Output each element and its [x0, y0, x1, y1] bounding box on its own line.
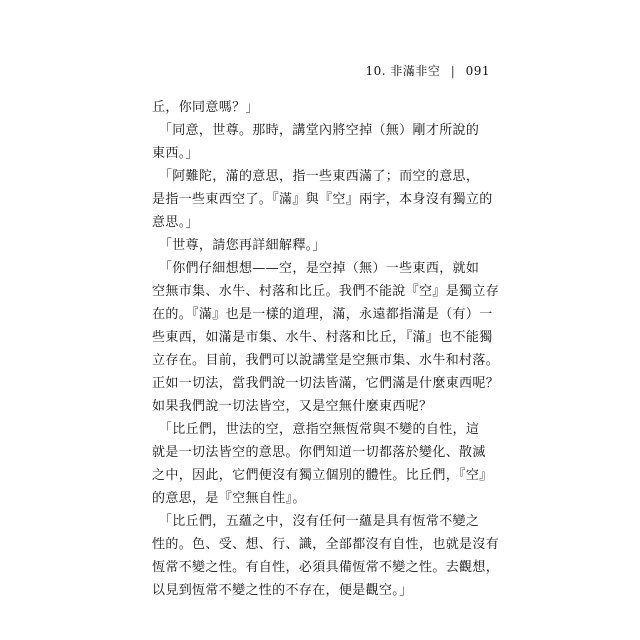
text-line: 性的。色、受、想、行、識，全部都沒有自性，也就是沒有 [152, 537, 500, 552]
text-line: 在的。『滿』也是一樣的道理，滿，永遠都指滿是（有）一 [152, 307, 493, 322]
header-separator: | [450, 64, 456, 78]
text-line: 「阿難陀，滿的意思，指一些東西滿了；而空的意思， [152, 169, 480, 184]
text-line: 正如一切法，當我們說一切法皆滿，它們滿是什麼東西呢？ [152, 376, 500, 391]
page-number: 091 [465, 64, 490, 78]
text-line: 丘，你同意嗎？」 [152, 100, 259, 115]
chapter-title: 10. 非滿非空 [365, 64, 441, 78]
running-header [365, 62, 490, 79]
text-line: 「比丘們，五蘊之中，沒有任何一蘊是具有恆常不變之 [152, 514, 480, 529]
text-line: 意思。」 [152, 215, 199, 230]
text-line: 些東西，如滿是市集、水牛、村落和比丘，『滿』也不能獨 [152, 330, 493, 345]
text-line: 「同意，世尊。那時，講堂內將空掉（無）剛才所說的 [152, 123, 480, 138]
text-line: 「比丘們，世法的空，意指空無恆常與不變的自性，這 [152, 422, 480, 437]
text-line: 以見到恆常不變之性的不存在，便是觀空。」 [152, 583, 413, 598]
text-line: 東西。」 [152, 146, 199, 161]
text-line: 就是一切法皆空的意思。你們知道一切都落於變化、散滅 [152, 445, 486, 460]
text-line: 立存在。目前，我們可以說講堂是空無市集、水牛和村落。 [152, 353, 500, 368]
text-line: 的意思，是『空無自性』。 [152, 491, 306, 506]
text-line: 之中，因此，它們便沒有獨立個別的體性。比丘們，『空』 [152, 468, 493, 483]
text-line: 「你們仔細想想——空，是空掉（無）一些東西，就如 [152, 261, 480, 276]
text-line: 「世尊，請您再詳細解釋。」 [152, 238, 326, 253]
text-line: 空無市集、水牛、村落和比丘。我們不能說『空』是獨立存 [152, 284, 500, 299]
text-line: 恆常不變之性。有自性，必須具備恆常不變之性。去觀想， [152, 560, 500, 575]
text-line: 是指一些東西空了。『滿』與『空』兩字，本身沒有獨立的 [152, 192, 493, 207]
body-text [152, 96, 500, 602]
text-line: 如果我們說一切法皆空，又是空無什麼東西呢？ [152, 399, 433, 414]
